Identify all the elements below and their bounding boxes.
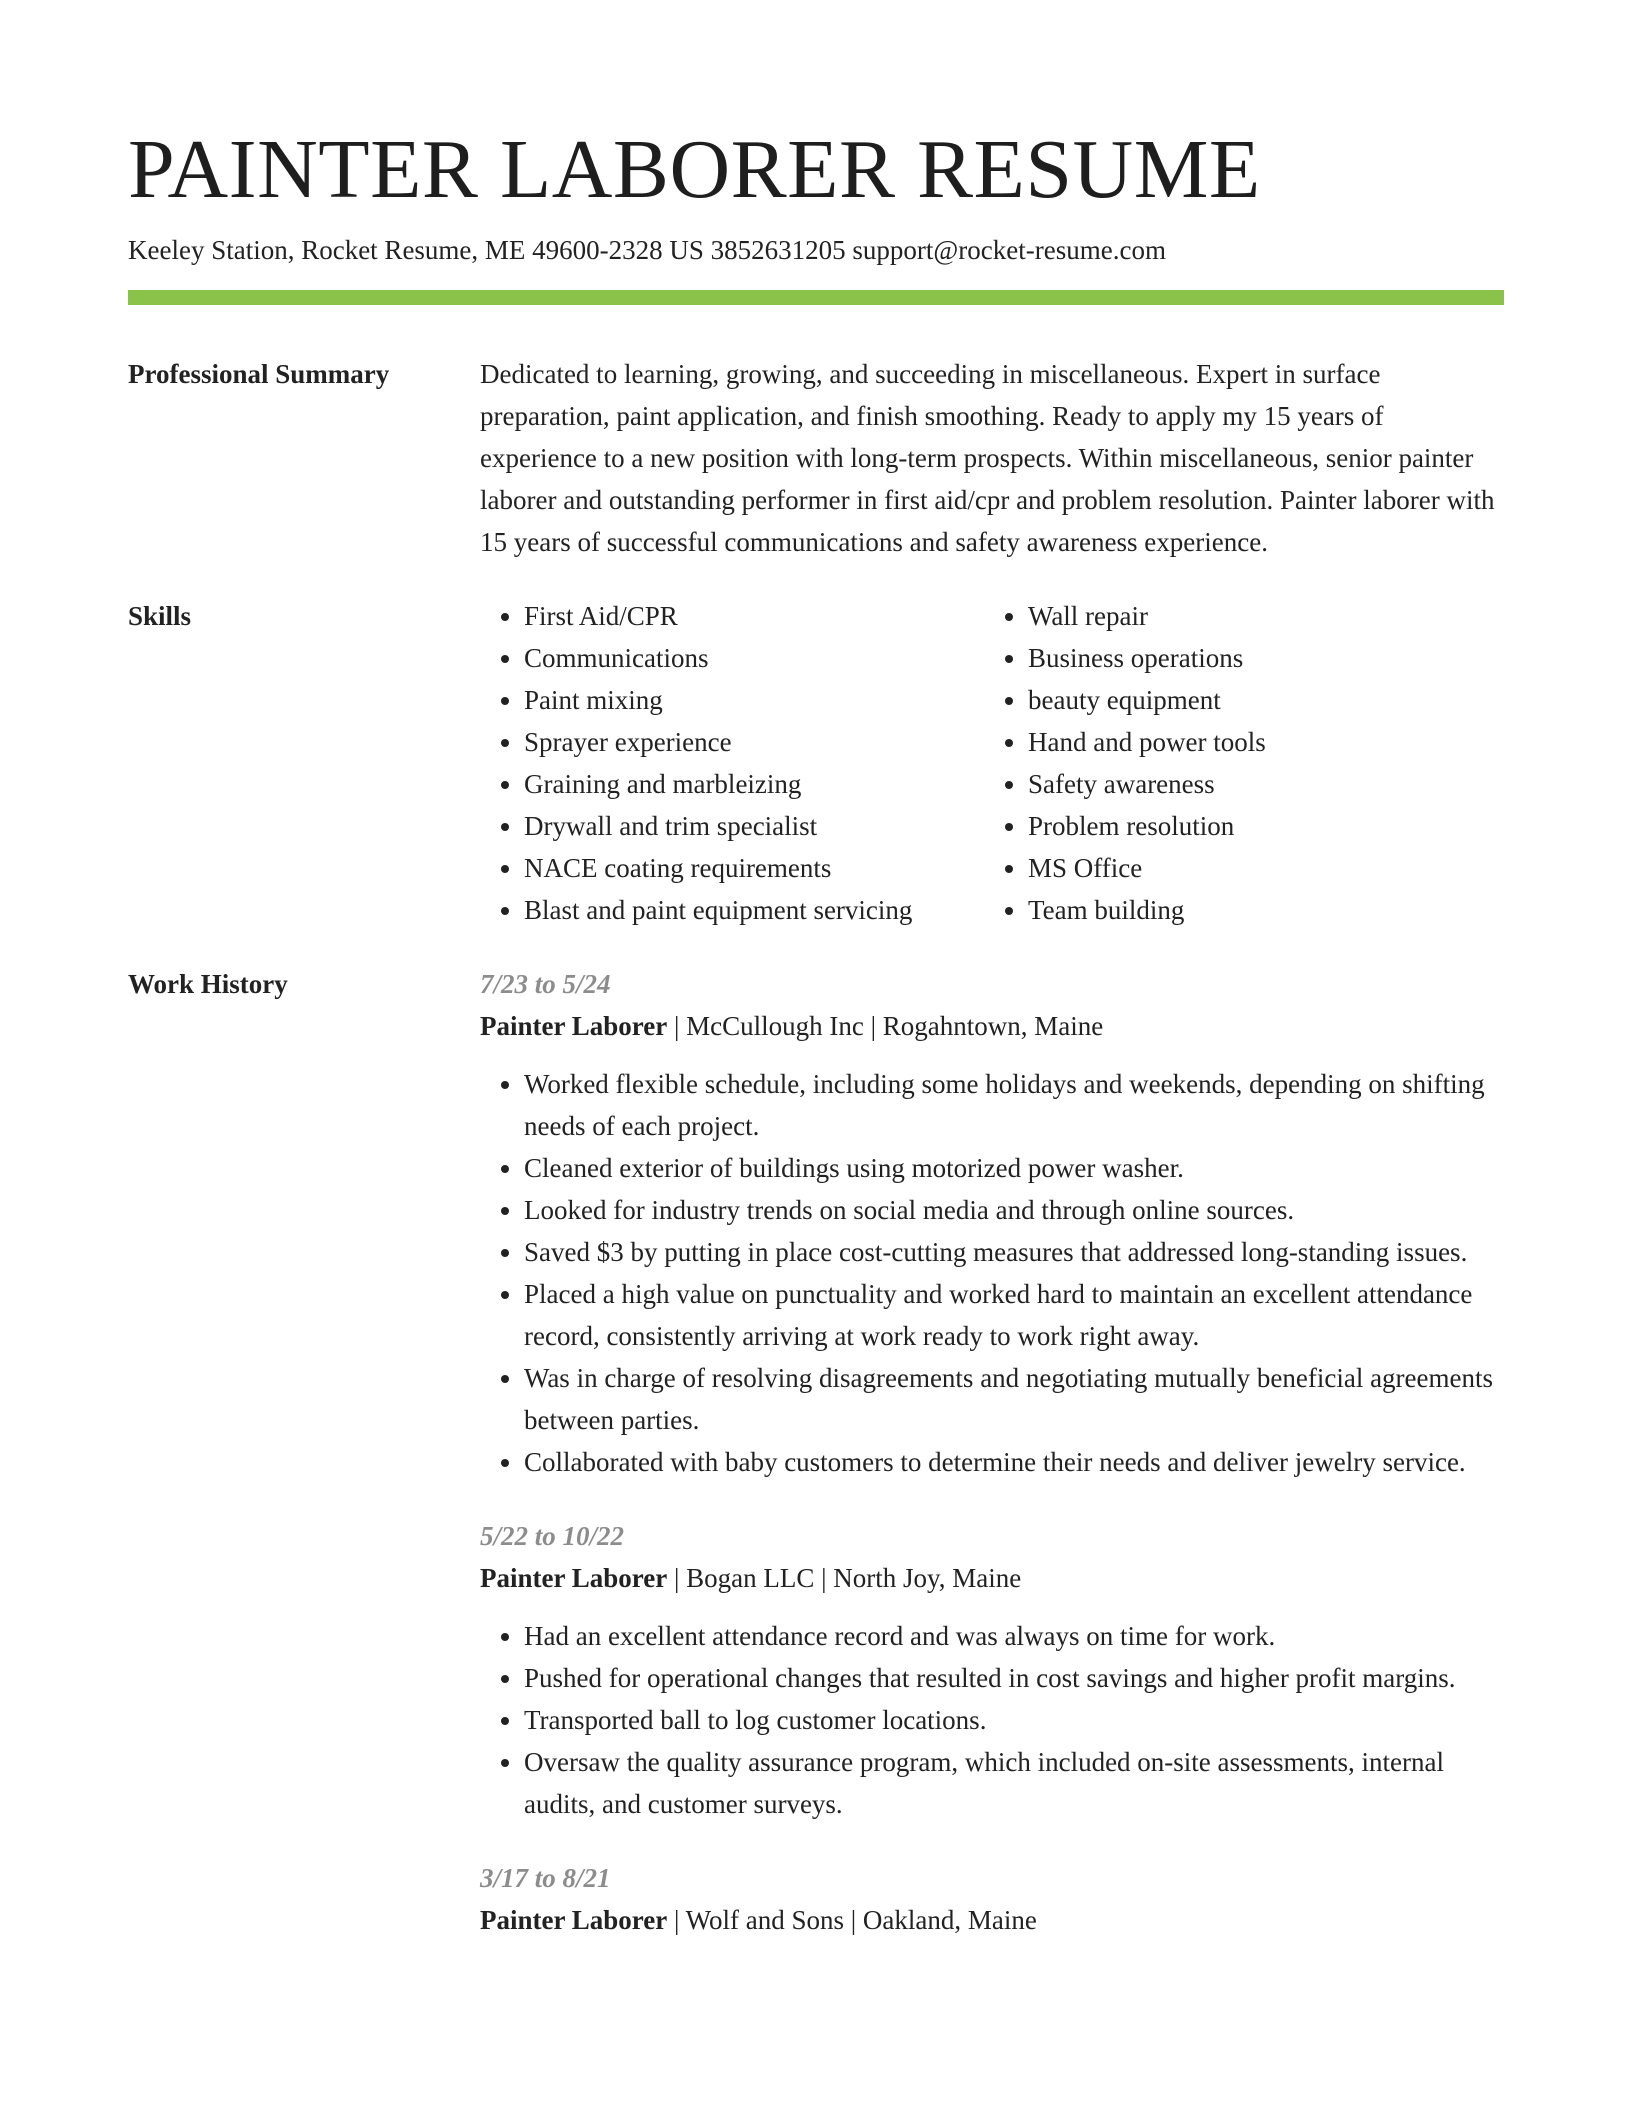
job-dates: 7/23 to 5/24	[480, 969, 611, 999]
skill-item: • Wall repair	[1028, 595, 1488, 637]
skill-item: • Communications	[524, 637, 984, 679]
section-heading: Professional Summary	[128, 359, 390, 389]
skills-section	[128, 595, 1504, 931]
job-bullet: • Transported ball to log customer locations.	[524, 1699, 1504, 1741]
skill-item: • Team building	[1028, 889, 1488, 931]
job-bullet: • Pushed for operational changes that resulted in cost savings and higher profit margins.	[524, 1657, 1504, 1699]
skills-body	[480, 595, 1504, 931]
job-title: Painter Laborer	[480, 1011, 668, 1041]
work-history-section	[128, 963, 1504, 1973]
job-entry	[480, 1515, 1504, 1825]
job-bullet: • Cleaned exterior of buildings using motorized power washer.	[524, 1147, 1504, 1189]
skill-item: • NACE coating requirements	[524, 847, 984, 889]
job-bullet: • Saved $3 by putting in place cost-cutting measures that addressed long-standing issues.	[524, 1231, 1504, 1273]
skill-item: • Problem resolution	[1028, 805, 1488, 847]
skill-item: • Paint mixing	[524, 679, 984, 721]
skill-item: • Hand and power tools	[1028, 721, 1488, 763]
job-bullet: • Had an excellent attendance record and was always on time for work.	[524, 1615, 1504, 1657]
job-bullets	[480, 1063, 1504, 1483]
section-heading: Skills	[128, 601, 192, 631]
job-title: Painter Laborer	[480, 1905, 668, 1935]
job-dates: 5/22 to 10/22	[480, 1521, 625, 1551]
job-bullet: • Collaborated with baby customers to determine their needs and deliver jewelry service.	[524, 1441, 1504, 1483]
skills-list-right	[984, 595, 1488, 931]
job-bullet: • Oversaw the quality assurance program, which included on-site assessments, internal audits, and customer surveys.	[524, 1741, 1504, 1825]
skill-item: • Sprayer experience	[524, 721, 984, 763]
job-entry	[480, 963, 1504, 1483]
job-heading	[480, 1557, 1504, 1599]
job-company-location: | Bogan LLC | North Joy, Maine	[667, 1563, 1022, 1593]
skill-item: • beauty equipment	[1028, 679, 1488, 721]
skill-item: • First Aid/CPR	[524, 595, 984, 637]
contact-line: Keeley Station, Rocket Resume, ME 49600-2328 US 3852631205 support@rocket-resume.com	[128, 235, 1166, 265]
skill-item: • Drywall and trim specialist	[524, 805, 984, 847]
skills-list-left	[480, 595, 984, 931]
skills-columns	[480, 595, 1504, 931]
skill-item: • Safety awareness	[1028, 763, 1488, 805]
job-bullets	[480, 1615, 1504, 1825]
job-bullet: • Worked flexible schedule, including some holidays and weekends, depending on shifting needs of each project.	[524, 1063, 1504, 1147]
skill-item: • Business operations	[1028, 637, 1488, 679]
resume-title: PAINTER LABORER RESUME	[128, 123, 1261, 216]
skill-item: • Graining and marbleizing	[524, 763, 984, 805]
job-bullet: • Looked for industry trends on social media and through online sources.	[524, 1189, 1504, 1231]
job-dates: 3/17 to 8/21	[480, 1863, 611, 1893]
job-bullet: • Was in charge of resolving disagreements and negotiating mutually beneficial agreements between parties.	[524, 1357, 1504, 1441]
job-bullet: • Placed a high value on punctuality and worked hard to maintain an excellent attendance record, consistently arriving at work ready to work right away.	[524, 1273, 1504, 1357]
accent-divider	[128, 290, 1504, 305]
job-entry	[480, 1857, 1504, 1941]
job-company-location: | McCullough Inc | Rogahntown, Maine	[667, 1011, 1104, 1041]
summary-text: Dedicated to learning, growing, and succeeding in miscellaneous. Expert in surface preparation, paint application, and finish smoothing. Ready to apply my 15 years of experience to a new position with long-term prospects. Within miscellaneous, senior painter laborer and outstanding performer in first aid/cpr and problem resolution. Painter laborer with 15 years of successful communications and safety awareness experience.	[480, 359, 1495, 557]
section-heading: Work History	[128, 969, 288, 999]
job-title: Painter Laborer	[480, 1563, 668, 1593]
job-heading	[480, 1005, 1504, 1047]
professional-summary-section	[128, 353, 1504, 563]
skill-item: • MS Office	[1028, 847, 1488, 889]
job-heading	[480, 1899, 1504, 1941]
work-history-body	[480, 963, 1504, 1973]
resume-page	[128, 120, 1504, 1973]
job-company-location: | Wolf and Sons | Oakland, Maine	[667, 1905, 1037, 1935]
skill-item: • Blast and paint equipment servicing	[524, 889, 984, 931]
